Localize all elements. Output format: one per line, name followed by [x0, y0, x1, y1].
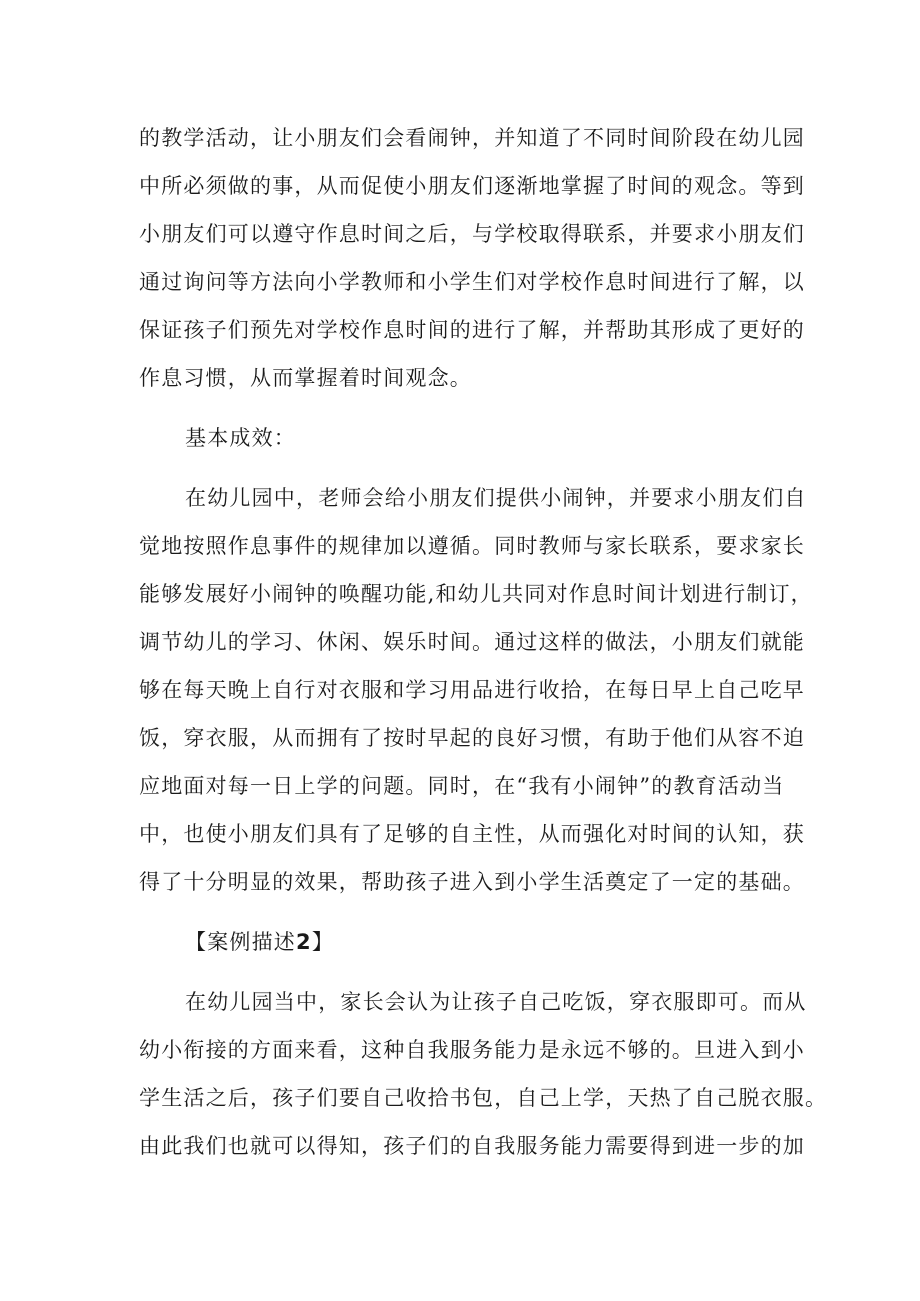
section-heading-basic-results: 基本成效：	[185, 426, 296, 450]
paragraph-3-line: 由此我们也就可以得知，孩子们的自我服务能力需要得到进一步的加	[139, 1134, 805, 1158]
paragraph-1-line: 保证孩子们预先对学校作息时间的进行了解，并帮助其形成了更好的	[139, 318, 805, 342]
paragraph-2-line: 饭，穿衣服，从而拥有了按时早起的良好习惯，有助于他们从容不迫	[139, 726, 805, 750]
paragraph-1-line: 通过询问等方法向小学教师和小学生们对学校作息时间进行了解，以	[139, 270, 805, 294]
paragraph-1-line: 中所必须做的事，从而促使小朋友们逐渐地掌握了时间的观念。等到	[139, 174, 805, 198]
section-heading-case-description	[185, 927, 830, 957]
paragraph-2-line: 在幼儿园中，老师会给小朋友们提供小闹钟，并要求小朋友们自	[185, 486, 807, 510]
paragraph-3-line: 学生活之后，孩子们要自己收拾书包，自己上学，天热了自己脱衣服。	[139, 1086, 828, 1110]
paragraph-2-line: 得了十分明显的效果，帮助孩子进入到小学生活奠定了一定的基础。	[139, 870, 805, 894]
paragraph-3-line: 幼小衔接的方面来看，这种自我服务能力是永远不够的。旦进入到小	[139, 1038, 805, 1062]
paragraph-1-line: 小朋友们可以遵守作息时间之后，与学校取得联系，并要求小朋友们	[139, 222, 805, 246]
case-heading-number: 2	[296, 930, 312, 954]
case-heading-prefix: 【案例描述	[185, 930, 296, 954]
paragraph-3-line: 在幼儿园当中，家长会认为让孩子自己吃饭，穿衣服即可。而从	[185, 990, 807, 1014]
paragraph-2-line: 中，也使小朋友们具有了足够的自主性，从而强化对时间的认知，获	[139, 822, 805, 846]
paragraph-1-line: 的教学活动，让小朋友们会看闹钟，并知道了不同时间阶段在幼儿园	[139, 126, 805, 150]
case-heading-suffix: 】	[311, 930, 335, 954]
paragraph-2-line: 应地面对每一日上学的问题。同时，在“我有小闹钟”的教育活动当	[139, 774, 785, 798]
paragraph-2-line: 觉地按照作息事件的规律加以遵循。同时教师与家长联系，要求家长	[139, 534, 805, 558]
paragraph-2-line: 调节幼儿的学习、休闲、娱乐时间。通过这样的做法，小朋友们就能	[139, 630, 805, 654]
paragraph-2-line: 能够发展好小闹钟的唤醒功能,和幼儿共同对作息时间计划进行制订，	[139, 582, 813, 606]
paragraph-2-line: 够在每天晚上自行对衣服和学习用品进行收拾，在每日早上自己吃早	[139, 678, 805, 702]
paragraph-1-line: 作息习惯，从而掌握着时间观念。	[139, 366, 472, 390]
